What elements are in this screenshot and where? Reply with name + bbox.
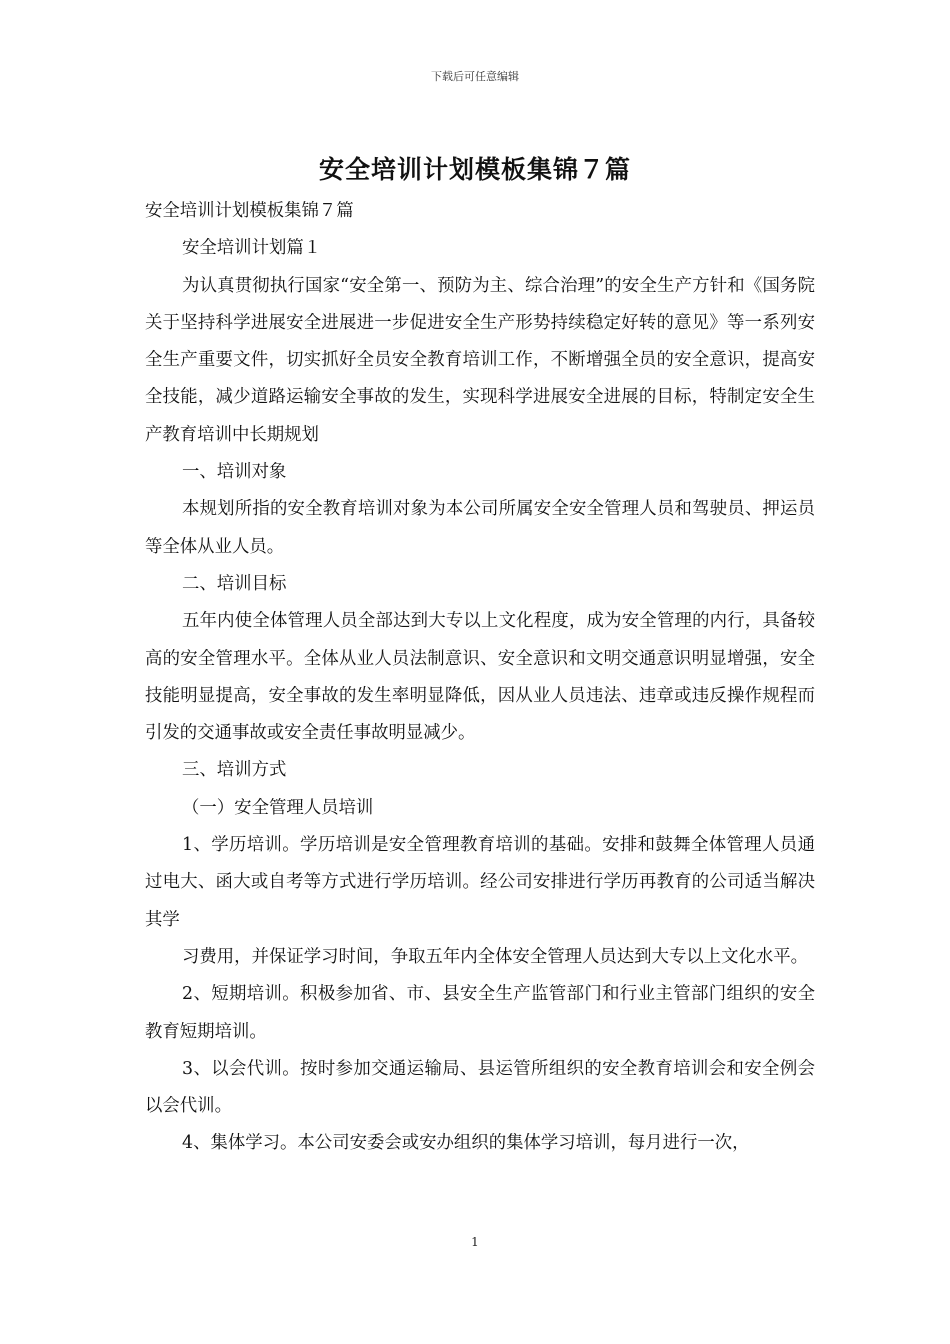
paragraph-item-degree-training-cont: 习费用，并保证学习时间，争取五年内全体安全管理人员达到大专以上文化水平。 <box>182 946 809 967</box>
paragraph-training-target: 本规划所指的安全教育培训对象为本公司所属安全安全管理人员和驾驶员、押运员等全体从业人员。 <box>145 499 815 557</box>
paragraph-training-goal: 五年内使全体管理人员全部达到大专以上文化程度，成为安全管理的内行，具备较高的安全管理水平。全体从业人员法制意识、安全意识和文明交通意识明显增强，安全技能明显提高，安全事故的发生率明显降低，因从业人员违法、违章或违反操作规程而引发的交通事故或安全责任事故明显减少。 <box>145 611 815 744</box>
paragraph-item-short-training: 2、短期培训。积极参加省、市、县安全生产监管部门和行业主管部门组织的安全教育短期培训。 <box>145 984 815 1042</box>
paragraph-section-heading: 安全培训计划篇１ <box>182 238 322 259</box>
paragraph-subheading-managers: （一）安全管理人员培训 <box>182 797 374 818</box>
paragraph-intro: 为认真贯彻执行国家“安全第一、预防为主、综合治理”的安全生产方针和《国务院关于坚持科学进展安全进展进一步促进安全生产形势持续稳定好转的意见》等一系列安全生产重要文件，切实抓好全员安全教育培训工作，不断增强全员的安全意识，提高安全技能，减少道路运输安全事故的发生，实现科学进展安全进展的目标，特制定安全生产教育培训中长期规划 <box>145 275 815 445</box>
paragraph-heading-training-method: 三、培训方式 <box>182 760 287 781</box>
paragraph-subtitle: 安全培训计划模板集锦７篇 <box>145 201 354 221</box>
paragraph-heading-training-target: 一、培训对象 <box>182 462 287 483</box>
paragraph-heading-training-goal: 二、培训目标 <box>182 573 287 594</box>
document-body <box>145 193 815 1163</box>
paragraph-item-degree-training: 1、学历培训。学历培训是安全管理教育培训的基础。安排和鼓舞全体管理人员通过电大、函大或自考等方式进行学历培训。经公司安排进行学历再教育的公司适当解决其学 <box>145 835 815 930</box>
paragraph-item-group-study: 4、集体学习。本公司安委会或安办组织的集体学习培训，每月进行一次， <box>182 1133 750 1154</box>
page-number: 1 <box>471 1235 479 1249</box>
paragraph-item-meeting-training: 3、以会代训。按时参加交通运输局、县运管所组织的安全教育培训会和安全例会以会代训。 <box>145 1058 815 1117</box>
document-title: 安全培训计划模板集锦７篇 <box>318 155 631 184</box>
header-note: 下载后可任意编辑 <box>431 70 519 83</box>
